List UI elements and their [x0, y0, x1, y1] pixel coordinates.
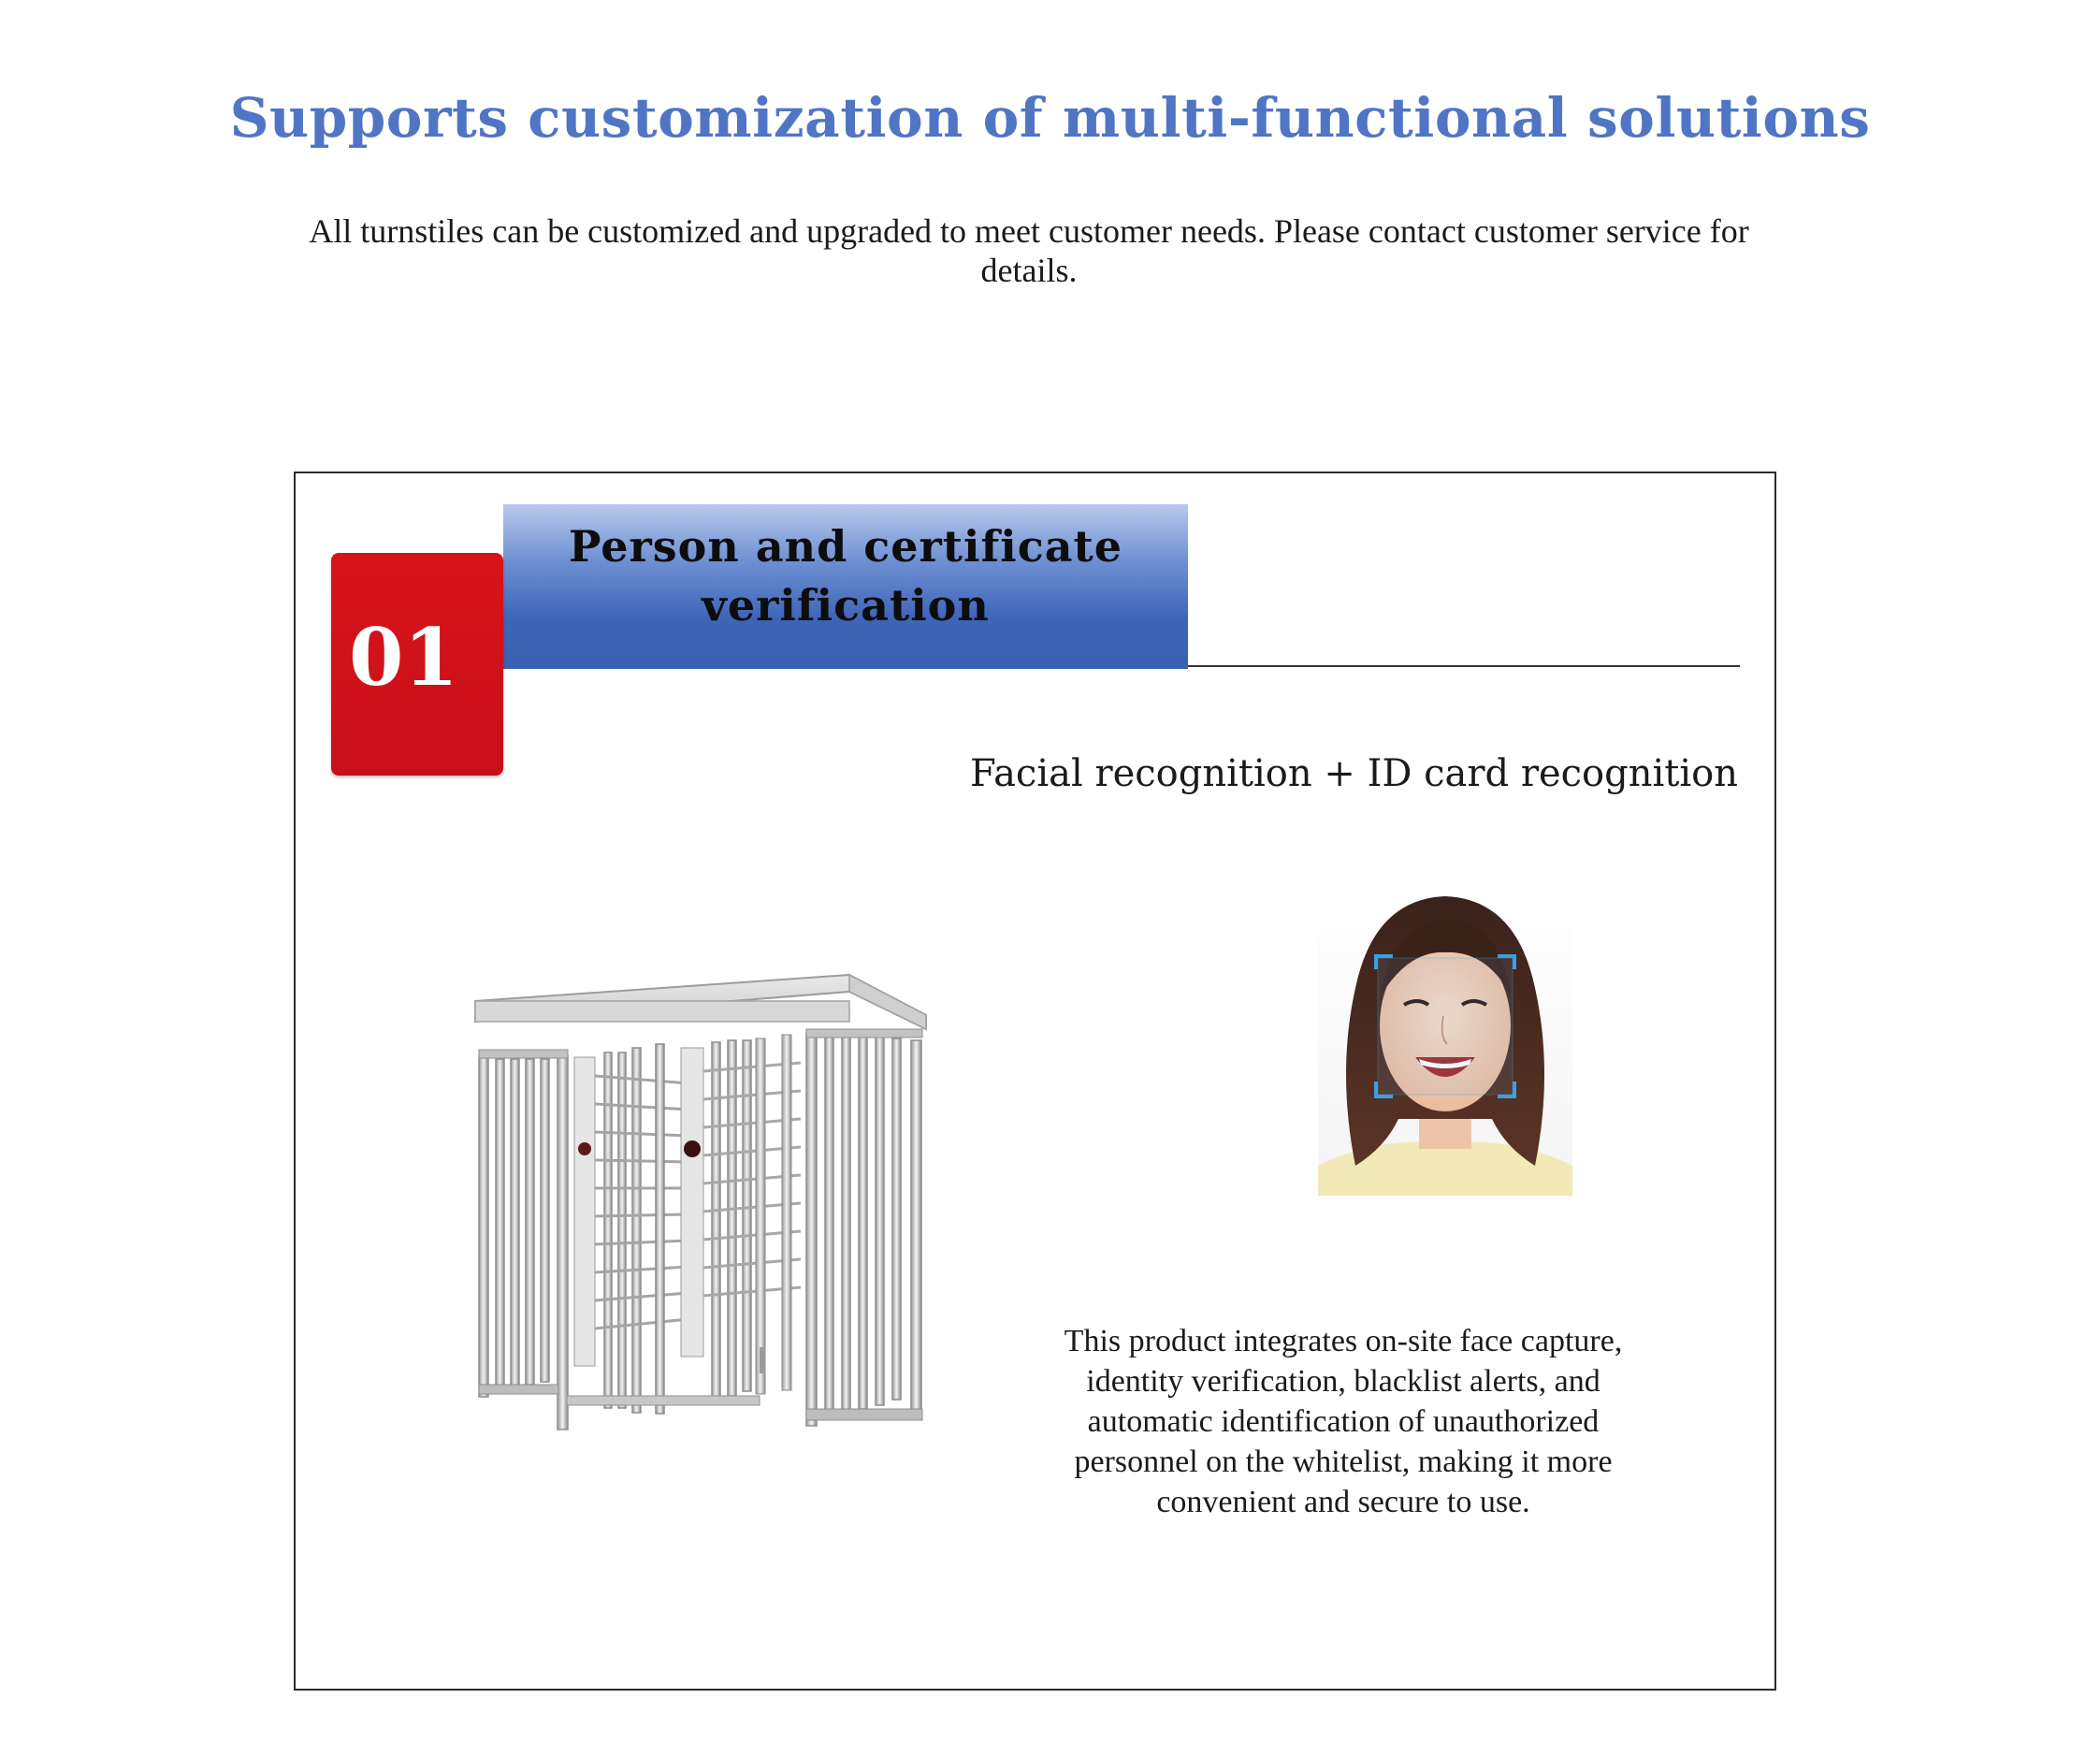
- feature-title-banner: [503, 504, 1188, 669]
- feature-subtitle: Facial recognition + ID card recognition: [970, 752, 1738, 795]
- title-divider: [1188, 665, 1740, 667]
- turnstile-image: [473, 973, 928, 1431]
- page-title: Supports customization of multi-functional solutions: [229, 86, 1871, 150]
- feature-title: Person and certificate verification: [568, 521, 1123, 631]
- intro-text: All turnstiles can be customized and upgraded to meet customer needs. Please contact customer service for details.: [309, 212, 1749, 289]
- feature-description: This product integrates on-site face capture, identity verification, blacklist alerts, and automatic identification of unauthorized personnel on the whitelist, making it more convenient and secure to use.: [1064, 1324, 1623, 1519]
- face-recognition-image: [1318, 885, 1572, 1196]
- feature-number: 01: [349, 611, 458, 704]
- feature-number-badge: [331, 553, 503, 776]
- feature-card: [294, 472, 1776, 1691]
